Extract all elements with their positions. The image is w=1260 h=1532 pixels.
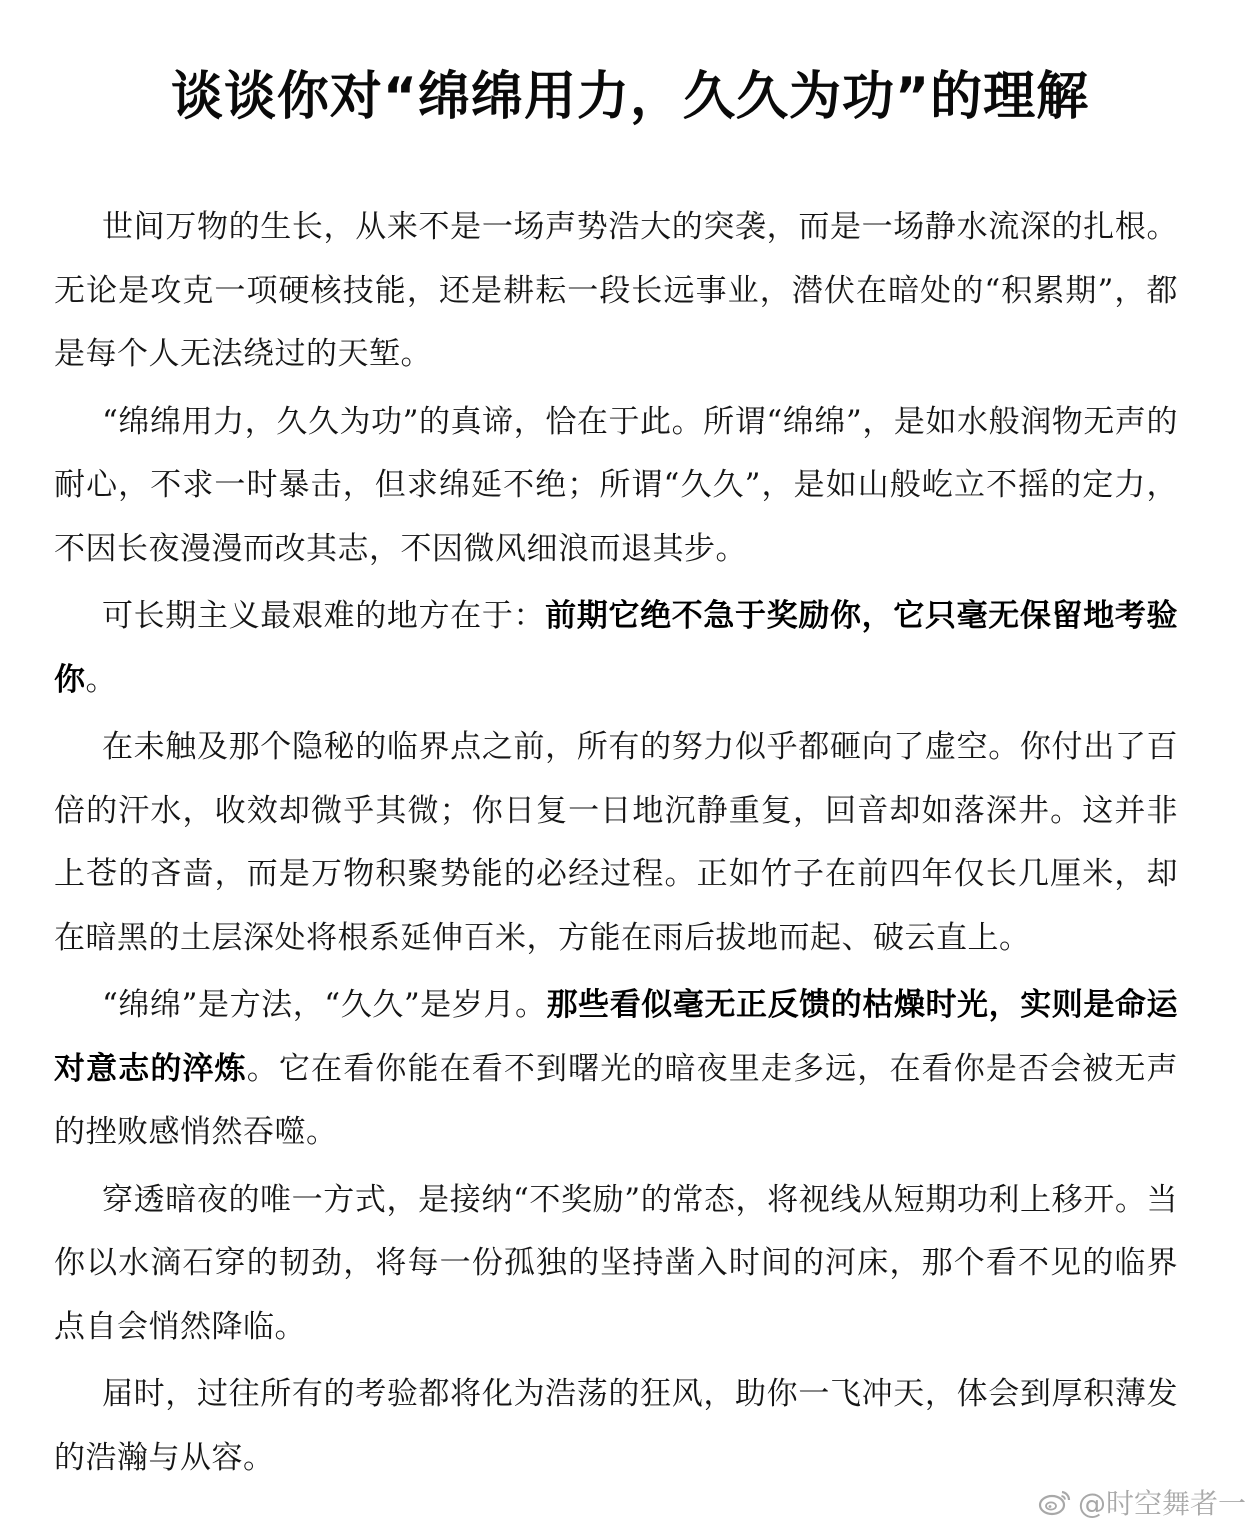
- article-body: [54, 196, 1178, 1494]
- paragraph-text: 在未触及那个隐秘的临界点之前，所有的努力似乎都砸向了虚空。你付出了百倍的汗水，收效却微乎其微；你日复一日地沉静重复，回音却如落深井。这并非上苍的吝啬，而是万物积聚势能的必经过程。正如竹子在前四年仅长几厘米，却在暗黑的土层深处将根系延伸百米，方能在雨后拔地而起、破云直上。: [54, 729, 1178, 956]
- paragraph: [54, 1363, 1178, 1490]
- paragraph-text: 。它在看你能在看不到曙光的暗夜里走多远，在看你是否会被无声的挫败感悄然吞噬。: [54, 1050, 1178, 1150]
- bold-text: 前期它绝不急于奖励你，它只毫无保留地考验你: [54, 598, 1179, 698]
- article-title: 谈谈你对“绵绵用力，久久为功”的理解: [170, 67, 1090, 127]
- paragraph-text: “绵绵”是方法，“久久”是岁月。: [102, 987, 547, 1023]
- paragraph-text: 穿透暗夜的唯一方式，是接纳“不奖励”的常态，将视线从短期功利上移开。当你以水滴石穿的韧劲，将每一份孤独的坚持凿入时间的河床，那个看不见的临界点自会悄然降临。: [54, 1181, 1178, 1345]
- paragraph: [54, 1169, 1178, 1360]
- paragraph: [54, 974, 1178, 1165]
- weibo-icon: [1038, 1488, 1072, 1516]
- watermark-text: @时空舞者一: [1077, 1487, 1246, 1520]
- paragraph: [54, 391, 1178, 582]
- paragraph: [54, 196, 1178, 387]
- weibo-watermark: [1038, 1482, 1246, 1522]
- bold-text: 那些看似毫无正反馈的枯燥时光，实则是命运对意志的淬炼: [54, 987, 1178, 1087]
- paragraph-text: 。: [85, 661, 117, 698]
- paragraph: [54, 585, 1178, 712]
- paragraph-text: 世间万物的生长，从来不是一场声势浩大的突袭，而是一场静水流深的扎根。无论是攻克一项硬核技能，还是耕耘一段长远事业，潜伏在暗处的“积累期”，都是每个人无法绕过的天堑。: [54, 209, 1178, 372]
- paragraph-text: 可长期主义最艰难的地方在于：: [102, 598, 546, 634]
- paragraph-text: 届时，过往所有的考验都将化为浩荡的狂风，助你一飞冲天，体会到厚积薄发的浩瀚与从容。: [54, 1376, 1178, 1476]
- paragraph-text: “绵绵用力，久久为功”的真谛，恰在于此。所谓“绵绵”，是如水般润物无声的耐心，不求一时暴击，但求绵延不绝；所谓“久久”，是如山般屹立不摇的定力，不因长夜漫漫而改其志，不因微风细浪而退其步。: [54, 403, 1178, 567]
- paragraph: [54, 716, 1178, 970]
